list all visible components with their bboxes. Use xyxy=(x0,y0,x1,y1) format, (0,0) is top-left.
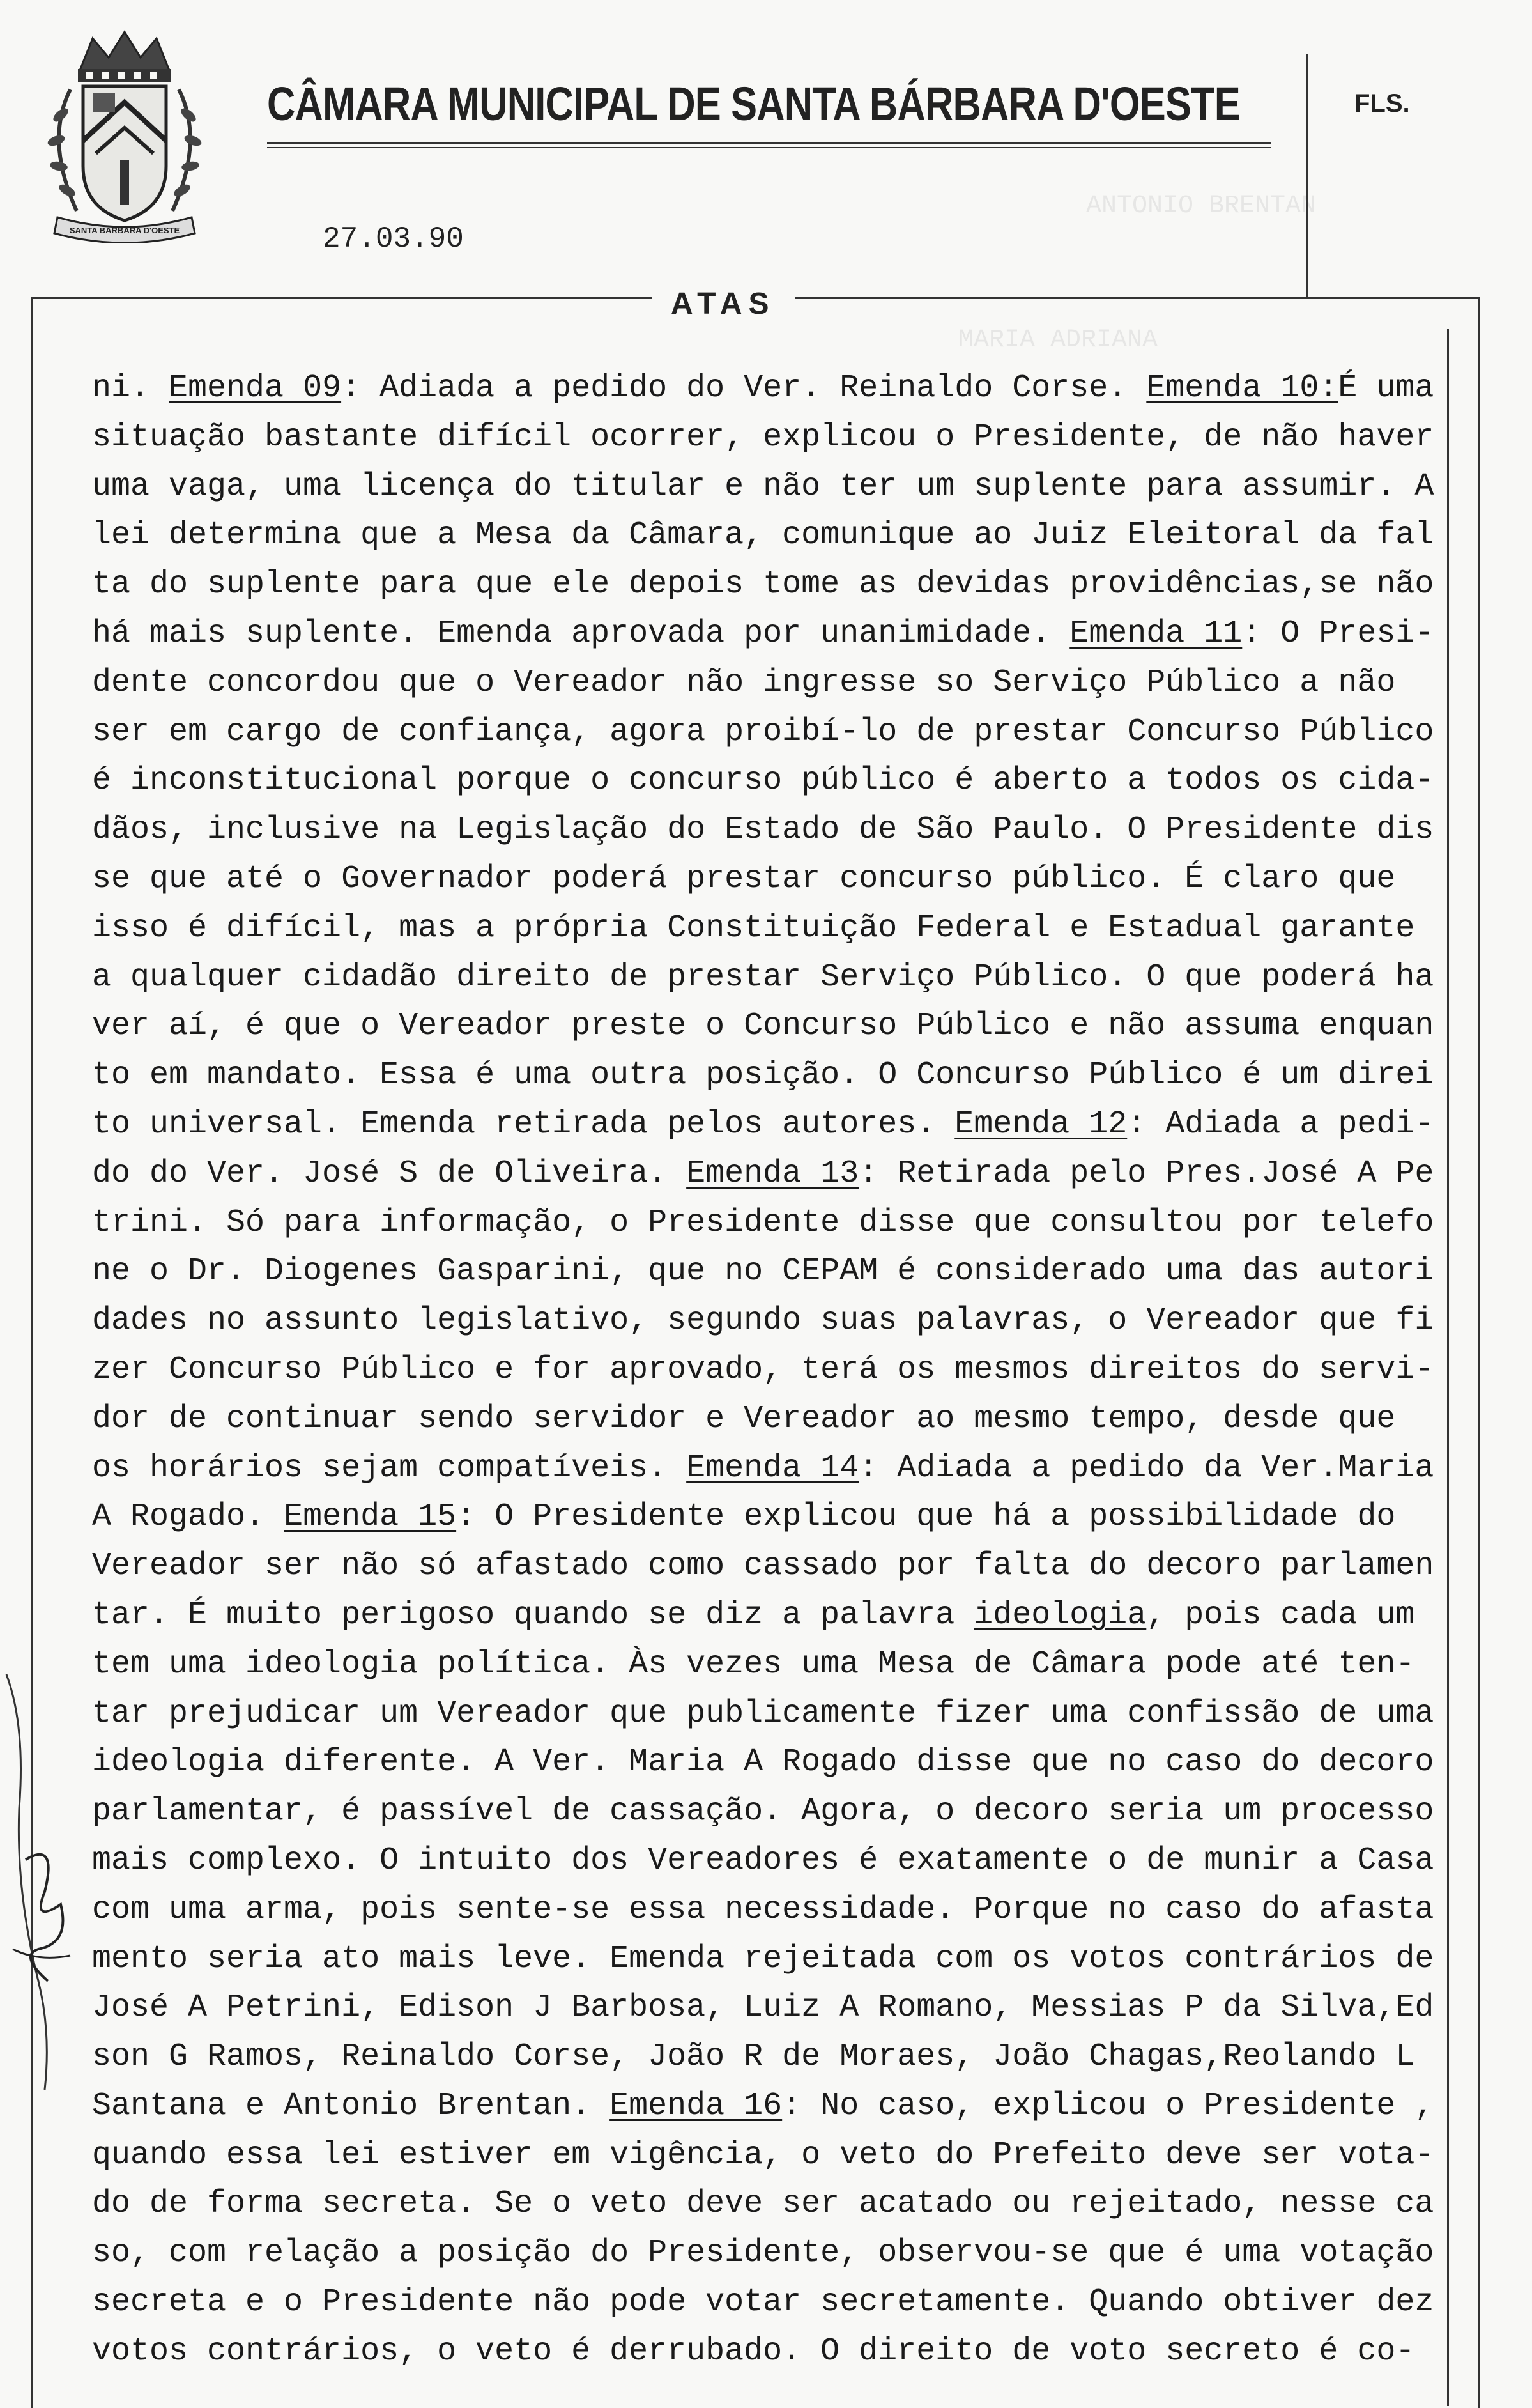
text-line: uma vaga, uma licença do titular e não ter um suplente para assumir. A xyxy=(92,468,1434,505)
text-line: José A Petrini, Edison J Barbosa, Luiz A Romano, Messias P da Silva,Ed xyxy=(92,1989,1434,2026)
title-underline-thin xyxy=(267,147,1271,148)
text-line: ver aí, é que o Vereador preste o Concurso Público e não assuma enquan xyxy=(92,1008,1434,1045)
fls-label: FLS. xyxy=(1354,89,1410,118)
text-line: ni. Emenda 09: Adiada a pedido do Ver. Reinaldo Corse. Emenda 10:É uma xyxy=(92,370,1434,406)
text-line: son G Ramos, Reinaldo Corse, João R de Moraes, João Chagas,Reolando L xyxy=(92,2039,1415,2076)
text-line: secreta e o Presidente não pode votar secretamente. Quando obtiver dez xyxy=(92,2284,1434,2321)
text-line: é inconstitucional porque o concurso público é aberto a todos os cida- xyxy=(92,762,1434,799)
handwritten-signature-icon xyxy=(0,1649,83,2096)
minutes-body xyxy=(92,364,1462,2377)
text-line: tar. É muito perigoso quando se diz a palavra ideologia, pois cada um xyxy=(92,1596,1415,1633)
text-line: ne o Dr. Diogenes Gasparini, que no CEPAM é considerado uma das autori xyxy=(92,1253,1434,1290)
amendment-ref: Emenda 14 xyxy=(686,1449,859,1486)
text-line: há mais suplente. Emenda aprovada por unanimidade. Emenda 11: O Presi- xyxy=(92,615,1434,652)
text-line: zer Concurso Público e for aprovado, terá os mesmos direitos do servi- xyxy=(92,1351,1434,1388)
text-line: Santana e Antonio Brentan. Emenda 16: No caso, explicou o Presidente , xyxy=(92,2087,1434,2124)
header-divider xyxy=(1306,54,1308,297)
text-line: tar prejudicar um Vereador que publicamente fizer uma confissão de uma xyxy=(92,1695,1434,1732)
underlined-term: ideologia xyxy=(974,1596,1147,1633)
municipal-seal-icon xyxy=(32,26,217,243)
text-line: votos contrários, o veto é derrubado. O direito de voto secreto é co- xyxy=(92,2333,1415,2370)
amendment-ref: Emenda 16 xyxy=(609,2087,783,2124)
text-line: se que até o Governador poderá prestar concurso público. É claro que xyxy=(92,860,1396,897)
amendment-ref: Emenda 13 xyxy=(686,1155,859,1192)
text-line: so, com relação a posição do Presidente, observou-se que é uma votação xyxy=(92,2235,1434,2272)
text-line: parlamentar, é passível de cassação. Agora, o decoro seria um processo xyxy=(92,1793,1434,1830)
amendment-ref: Emenda 09 xyxy=(169,370,342,406)
text-line: Vereador ser não só afastado como cassado por falta do decoro parlamen xyxy=(92,1548,1434,1585)
text-line: mento seria ato mais leve. Emenda rejeitada com os votos contrários de xyxy=(92,1940,1434,1977)
text-line: trini. Só para informação, o Presidente disse que consultou por telefo xyxy=(92,1204,1434,1241)
text-line: ta do suplente para que ele depois tome as devidas providências,se não xyxy=(92,566,1434,603)
seal-motto: SANTA BARBARA D'OESTE xyxy=(69,226,180,235)
text-line: dades no assunto legislativo, segundo suas palavras, o Vereador que fi xyxy=(92,1302,1434,1339)
text-line: isso é difícil, mas a própria Constituição Federal e Estadual garante xyxy=(92,909,1415,946)
bleed-through: MARIA ADRIANA xyxy=(958,326,1158,355)
text-line: do do Ver. José S de Oliveira. Emenda 13: Retirada pelo Pres.José A Pe xyxy=(92,1155,1434,1192)
bleed-through: ANTONIO BRENTAN xyxy=(1086,192,1317,220)
text-line: to universal. Emenda retirada pelos autores. Emenda 12: Adiada a pedi- xyxy=(92,1106,1434,1143)
text-line: do de forma secreta. Se o veto deve ser acatado ou rejeitado, nesse ca xyxy=(92,2186,1434,2223)
amendment-ref: Emenda 12 xyxy=(954,1106,1128,1143)
text-line: a qualquer cidadão direito de prestar Serviço Público. O que poderá ha xyxy=(92,959,1434,996)
text-line: to em mandato. Essa é uma outra posição. O Concurso Público é um direi xyxy=(92,1057,1434,1094)
text-line: com uma arma, pois sente-se essa necessidade. Porque no caso do afasta xyxy=(92,1891,1434,1928)
text-line: quando essa lei estiver em vigência, o veto do Prefeito deve ser vota- xyxy=(92,2136,1434,2173)
amendment-ref: Emenda 11 xyxy=(1069,615,1243,652)
text-line: mais complexo. O intuito dos Vereadores é exatamente o de munir a Casa xyxy=(92,1842,1434,1879)
text-line: ideologia diferente. A Ver. Maria A Rogado disse que no caso do decoro xyxy=(92,1744,1434,1781)
text-line: dor de continuar sendo servidor e Vereador ao mesmo tempo, desde que xyxy=(92,1400,1396,1437)
text-line: A Rogado. Emenda 15: O Presidente explicou que há a possibilidade do xyxy=(92,1499,1396,1536)
page-title: CÂMARA MUNICIPAL DE SANTA BÁRBARA D'OESTE xyxy=(267,77,1240,130)
title-underline xyxy=(267,142,1271,144)
text-line: dente concordou que o Vereador não ingresse so Serviço Público a não xyxy=(92,664,1396,701)
text-line: os horários sejam compatíveis. Emenda 14: Adiada a pedido da Ver.Maria xyxy=(92,1449,1434,1486)
section-title: ATAS xyxy=(652,286,795,321)
text-line: ser em cargo de confiança, agora proibí-lo de prestar Concurso Público xyxy=(92,713,1434,750)
amendment-ref: Emenda 10: xyxy=(1146,370,1338,406)
text-line: dãos, inclusive na Legislação do Estado de São Paulo. O Presidente dis xyxy=(92,812,1434,849)
document-date: 27.03.90 xyxy=(323,222,464,256)
text-line: tem uma ideologia política. Às vezes uma Mesa de Câmara pode até ten- xyxy=(92,1646,1415,1683)
amendment-ref: Emenda 15 xyxy=(284,1499,457,1536)
text-line: lei determina que a Mesa da Câmara, comunique ao Juiz Eleitoral da fal xyxy=(92,517,1434,554)
text-line: situação bastante difícil ocorrer, explicou o Presidente, de não haver xyxy=(92,419,1434,456)
